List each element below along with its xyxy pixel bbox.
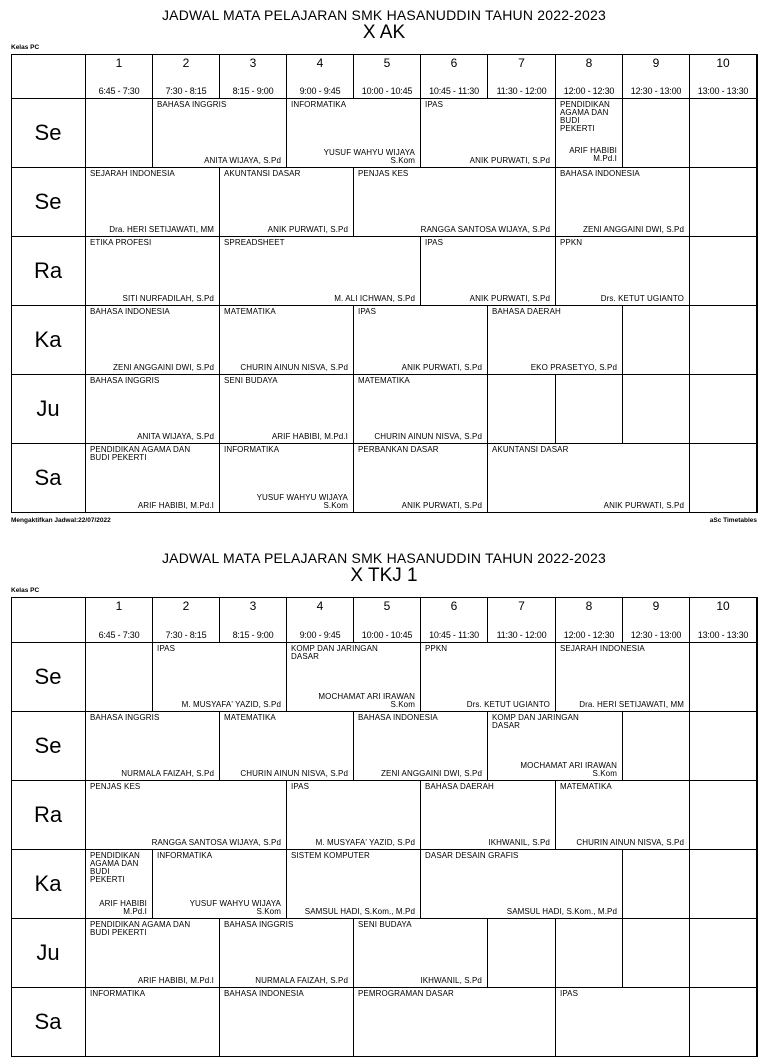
lesson-teacher: YUSUF WAHYU WIJAYA S.Kom <box>323 148 415 165</box>
lesson-subject: MATEMATIKA <box>224 713 276 722</box>
empty-slot <box>623 375 690 444</box>
period-time: 10:00 - 10:45 <box>361 86 413 96</box>
day-label: Ra <box>33 257 63 283</box>
lesson-cell <box>86 444 220 513</box>
day-label: Se <box>34 188 62 214</box>
lesson-teacher: EKO PRASETYO, S.Pd <box>530 363 617 372</box>
lesson-subject: INFORMATIKA <box>90 989 146 998</box>
day-label-cell <box>11 99 86 168</box>
lesson-teacher: ZENI ANGGAINI DWI, S.Pd <box>113 363 214 372</box>
lesson-teacher: ARIF HABIBI, M.Pd.I <box>137 501 214 510</box>
period-header <box>354 54 421 99</box>
room-label: Kelas PC <box>11 587 40 594</box>
empty-slot <box>690 988 757 1057</box>
empty-slot <box>623 850 690 919</box>
lesson-subject: PENDIDIKAN AGAMA DAN BUDI PEKERTI <box>90 920 191 937</box>
lesson-subject: BAHASA INDONESIA <box>560 169 640 178</box>
period-time: 13:00 - 13:30 <box>697 630 749 640</box>
period-time: 10:45 - 11:30 <box>429 630 479 640</box>
lesson-teacher: YUSUF WAHYU WIJAYA S.Kom <box>256 493 348 510</box>
lesson-cell <box>354 306 488 375</box>
period-header <box>488 54 556 99</box>
empty-slot <box>690 168 757 237</box>
period-number: 10 <box>716 599 730 613</box>
lesson-teacher: IKHWANIL, S.Pd <box>420 976 482 985</box>
period-header <box>623 54 690 99</box>
lesson-teacher: ARIF HABIBI M.Pd.I <box>569 146 617 163</box>
lesson-teacher: CHURIN AINUN NISVA, S.Pd <box>240 363 348 372</box>
lesson-teacher: SITI NURFADILAH, S.Pd <box>122 294 214 303</box>
lesson-subject: PENDIDIKAN AGAMA DAN BUDI PEKERTI <box>90 851 140 884</box>
lesson-subject: AKUNTANSI DASAR <box>224 169 301 178</box>
lesson-cell <box>354 919 488 988</box>
lesson-cell <box>354 444 488 513</box>
empty-slot <box>690 306 757 375</box>
day-label-cell <box>11 306 86 375</box>
header-corner <box>11 597 86 643</box>
lesson-cell <box>556 643 690 712</box>
lesson-teacher: CHURIN AINUN NISVA, S.Pd <box>374 432 482 441</box>
lesson-teacher: ANITA WIJAYA, S.Pd <box>204 156 281 165</box>
empty-slot <box>690 643 757 712</box>
empty-slot <box>86 643 153 712</box>
lesson-subject: SENI BUDAYA <box>358 920 412 929</box>
day-label: Ju <box>36 939 60 965</box>
period-time: 13:00 - 13:30 <box>697 86 749 96</box>
period-number: 4 <box>316 599 324 613</box>
lesson-subject: IPAS <box>560 989 579 998</box>
lesson-subject: SENI BUDAYA <box>224 376 278 385</box>
period-time: 6:45 - 7:30 <box>98 630 140 640</box>
day-label-cell <box>11 988 86 1057</box>
lesson-cell <box>86 237 220 306</box>
lesson-subject: BAHASA INDONESIA <box>358 713 438 722</box>
lesson-teacher: RANGGA SANTOSA WIJAYA, S.Pd <box>151 838 281 847</box>
day-label-cell <box>11 643 86 712</box>
lesson-cell <box>86 919 220 988</box>
period-number: 2 <box>182 599 190 613</box>
empty-slot <box>690 781 757 850</box>
period-header <box>421 54 488 99</box>
lesson-teacher: ARIF HABIBI, M.Pd.I <box>271 432 348 441</box>
lesson-subject: INFORMATIKA <box>224 445 280 454</box>
period-header <box>690 54 757 99</box>
period-header <box>421 597 488 643</box>
lesson-subject: IPAS <box>157 644 176 653</box>
lesson-subject: KOMP DAN JARINGAN DASAR <box>492 713 579 730</box>
day-label-cell <box>11 237 86 306</box>
lesson-cell <box>86 988 220 1057</box>
lesson-cell <box>86 375 220 444</box>
empty-slot <box>623 919 690 988</box>
lesson-teacher: ANIK PURWATI, S.Pd <box>401 363 482 372</box>
lesson-teacher: MOCHAMAT ARI IRAWAN S.Kom <box>520 761 617 778</box>
period-header <box>623 597 690 643</box>
period-time: 11:30 - 12:00 <box>496 86 547 96</box>
period-number: 3 <box>249 599 257 613</box>
day-label: Ka <box>34 326 62 352</box>
lesson-cell <box>287 781 421 850</box>
period-header <box>556 54 623 99</box>
empty-slot <box>690 919 757 988</box>
empty-slot <box>556 375 623 444</box>
lesson-subject: AKUNTANSI DASAR <box>492 445 569 454</box>
lesson-subject: BAHASA INGGRIS <box>90 376 160 385</box>
period-header <box>690 597 757 643</box>
lesson-cell <box>421 99 556 168</box>
lesson-cell <box>220 712 354 781</box>
lesson-cell <box>354 168 556 237</box>
period-header <box>86 597 153 643</box>
period-time: 10:45 - 11:30 <box>429 86 479 96</box>
lesson-subject: PEMROGRAMAN DASAR <box>358 989 454 998</box>
day-label-cell <box>11 444 86 513</box>
empty-slot <box>690 850 757 919</box>
day-label-cell <box>11 850 86 919</box>
lesson-subject: IPAS <box>291 782 310 791</box>
period-header <box>287 54 354 99</box>
lesson-teacher: RANGGA SANTOSA WIJAYA, S.Pd <box>420 225 550 234</box>
day-label: Ra <box>33 801 63 827</box>
lesson-cell <box>488 712 623 781</box>
period-time: 12:00 - 12:30 <box>563 86 615 96</box>
timetable-title: JADWAL MATA PELAJARAN SMK HASANUDDIN TAHUN 2022-2023 <box>161 550 606 566</box>
lesson-teacher: YUSUF WAHYU WIJAYA S.Kom <box>189 899 281 916</box>
period-time: 9:00 - 9:45 <box>299 86 341 96</box>
empty-slot <box>690 712 757 781</box>
lesson-teacher: Drs. KETUT UGIANTO <box>466 700 550 709</box>
day-label: Ju <box>36 395 60 421</box>
lesson-teacher: M. ALI ICHWAN, S.Pd <box>334 294 415 303</box>
period-number: 1 <box>115 56 123 70</box>
period-header <box>354 597 421 643</box>
day-label: Se <box>34 732 62 758</box>
lesson-teacher: ANIK PURWATI, S.Pd <box>469 156 550 165</box>
lesson-cell <box>86 712 220 781</box>
period-number: 6 <box>450 599 458 613</box>
lesson-subject: IPAS <box>358 307 377 316</box>
lesson-subject: PPKN <box>425 644 448 653</box>
empty-slot <box>690 375 757 444</box>
lesson-cell <box>220 237 421 306</box>
period-time: 7:30 - 8:15 <box>165 86 207 96</box>
period-header <box>86 54 153 99</box>
lesson-teacher: ANIK PURWATI, S.Pd <box>401 501 482 510</box>
lesson-cell <box>556 99 623 168</box>
lesson-subject: BAHASA INDONESIA <box>224 989 304 998</box>
lesson-cell <box>556 237 690 306</box>
lesson-subject: BAHASA INGGRIS <box>224 920 294 929</box>
lesson-cell <box>556 781 690 850</box>
room-label: Kelas PC <box>11 44 40 51</box>
period-time: 9:00 - 9:45 <box>299 630 341 640</box>
period-header <box>153 597 220 643</box>
period-header <box>220 597 287 643</box>
lesson-teacher: Dra. HERI SETIJAWATI, MM <box>109 225 214 234</box>
day-label-cell <box>11 168 86 237</box>
period-number: 9 <box>652 599 660 613</box>
lesson-subject: MATEMATIKA <box>224 307 276 316</box>
lesson-cell <box>86 781 287 850</box>
empty-slot <box>623 306 690 375</box>
period-number: 7 <box>518 56 525 70</box>
period-number: 5 <box>383 56 391 70</box>
period-header <box>153 54 220 99</box>
lesson-teacher: ARIF HABIBI M.Pd.I <box>99 899 147 916</box>
lesson-subject: MATEMATIKA <box>560 782 612 791</box>
day-label: Se <box>34 119 62 145</box>
period-number: 4 <box>316 56 324 70</box>
lesson-cell <box>421 850 623 919</box>
lesson-cell <box>488 444 690 513</box>
lesson-cell <box>153 99 287 168</box>
day-label: Sa <box>34 464 62 490</box>
footer-generated-date: Mengaktifkan Jadwal:22/07/2022 <box>11 517 111 524</box>
period-time: 12:30 - 13:00 <box>630 630 682 640</box>
lesson-subject: SEJARAH INDONESIA <box>560 644 645 653</box>
day-label: Sa <box>34 1008 62 1034</box>
lesson-cell <box>220 919 354 988</box>
empty-slot <box>488 919 556 988</box>
lesson-teacher: NURMALA FAIZAH, S.Pd <box>255 976 348 985</box>
lesson-cell <box>287 99 421 168</box>
lesson-subject: BAHASA INGGRIS <box>90 713 160 722</box>
lesson-subject: PENDIDIKAN AGAMA DAN BUDI PEKERTI <box>560 100 610 133</box>
lesson-teacher: ANIK PURWATI, S.Pd <box>603 501 684 510</box>
period-time: 6:45 - 7:30 <box>98 86 140 96</box>
lesson-teacher: SAMSUL HADI, S.Kom., M.Pd <box>304 907 415 916</box>
lesson-subject: KOMP DAN JARINGAN DASAR <box>291 644 378 661</box>
timetable-title: JADWAL MATA PELAJARAN SMK HASANUDDIN TAHUN 2022-2023 <box>161 7 606 23</box>
lesson-subject: BAHASA INDONESIA <box>90 307 170 316</box>
lesson-teacher: MOCHAMAT ARI IRAWAN S.Kom <box>318 692 415 709</box>
period-number: 1 <box>115 599 123 613</box>
lesson-subject: IPAS <box>425 238 444 247</box>
lesson-teacher: ANIK PURWATI, S.Pd <box>267 225 348 234</box>
lesson-subject: ETIKA PROFESI <box>90 238 152 247</box>
lesson-cell <box>153 643 287 712</box>
period-number: 8 <box>585 599 593 613</box>
empty-slot <box>86 99 153 168</box>
lesson-subject: MATEMATIKA <box>358 376 410 385</box>
lesson-subject: BAHASA DAERAH <box>492 307 561 316</box>
day-label: Se <box>34 663 62 689</box>
lesson-teacher: SAMSUL HADI, S.Kom., M.Pd <box>506 907 617 916</box>
lesson-subject: PENDIDIKAN AGAMA DAN BUDI PEKERTI <box>90 445 191 462</box>
day-label-cell <box>11 375 86 444</box>
period-header <box>556 597 623 643</box>
lesson-subject: PENJAS KES <box>358 169 409 178</box>
period-number: 10 <box>716 56 730 70</box>
period-time: 10:00 - 10:45 <box>361 630 413 640</box>
lesson-teacher: CHURIN AINUN NISVA, S.Pd <box>576 838 684 847</box>
lesson-teacher: Drs. KETUT UGIANTO <box>600 294 684 303</box>
period-time: 8:15 - 9:00 <box>232 86 274 96</box>
lesson-cell <box>287 850 421 919</box>
day-label-cell <box>11 712 86 781</box>
day-label-cell <box>11 781 86 850</box>
empty-slot <box>623 712 690 781</box>
lesson-subject: SPREADSHEET <box>224 238 285 247</box>
lesson-cell <box>556 168 690 237</box>
period-time: 11:30 - 12:00 <box>496 630 547 640</box>
class-name: X TKJ 1 <box>350 565 418 586</box>
lesson-teacher: IKHWANIL, S.Pd <box>488 838 550 847</box>
period-time: 8:15 - 9:00 <box>232 630 274 640</box>
period-time: 12:00 - 12:30 <box>563 630 615 640</box>
lesson-cell <box>86 168 220 237</box>
lesson-cell <box>354 375 488 444</box>
lesson-cell <box>488 306 623 375</box>
lesson-cell <box>220 444 354 513</box>
lesson-subject: SEJARAH INDONESIA <box>90 169 175 178</box>
period-number: 6 <box>450 56 458 70</box>
lesson-teacher: ANITA WIJAYA, S.Pd <box>137 432 214 441</box>
lesson-cell <box>354 712 488 781</box>
lesson-teacher: ARIF HABIBI, M.Pd.I <box>137 976 214 985</box>
empty-slot <box>488 375 556 444</box>
empty-slot <box>556 919 623 988</box>
period-number: 2 <box>182 56 190 70</box>
lesson-subject: PENJAS KES <box>90 782 141 791</box>
period-header <box>488 597 556 643</box>
period-number: 5 <box>383 599 391 613</box>
timetable-x-tkj-1 <box>0 543 768 1034</box>
empty-slot <box>690 237 757 306</box>
period-number: 7 <box>518 599 525 613</box>
lesson-cell <box>556 988 690 1057</box>
period-number: 3 <box>249 56 257 70</box>
lesson-cell <box>220 375 354 444</box>
lesson-teacher: ZENI ANGGAINI DWI, S.Pd <box>583 225 684 234</box>
lesson-teacher: NURMALA FAIZAH, S.Pd <box>121 769 214 778</box>
lesson-cell <box>220 306 354 375</box>
period-header <box>220 54 287 99</box>
lesson-teacher: CHURIN AINUN NISVA, S.Pd <box>240 769 348 778</box>
lesson-cell <box>421 237 556 306</box>
lesson-cell <box>287 643 421 712</box>
period-time: 12:30 - 13:00 <box>630 86 682 96</box>
header-corner <box>11 54 86 99</box>
lesson-cell <box>421 643 556 712</box>
lesson-teacher: ZENI ANGGAINI DWI, S.Pd <box>381 769 482 778</box>
lesson-cell <box>86 306 220 375</box>
lesson-teacher: Dra. HERI SETIJAWATI, MM <box>579 700 684 709</box>
period-number: 8 <box>585 56 593 70</box>
empty-slot <box>690 444 757 513</box>
lesson-cell <box>354 988 556 1057</box>
period-time: 7:30 - 8:15 <box>165 630 207 640</box>
lesson-cell <box>153 850 287 919</box>
empty-slot <box>623 99 690 168</box>
class-name: X AK <box>362 22 406 43</box>
empty-slot <box>690 99 757 168</box>
lesson-subject: DASAR DESAIN GRAFIS <box>425 851 519 860</box>
lesson-subject: BAHASA INGGRIS <box>157 100 227 109</box>
lesson-subject: INFORMATIKA <box>291 100 347 109</box>
period-header <box>287 597 354 643</box>
lesson-cell <box>220 168 354 237</box>
lesson-subject: INFORMATIKA <box>157 851 213 860</box>
lesson-cell <box>220 988 354 1057</box>
footer-software: aSc Timetables <box>709 517 757 524</box>
lesson-subject: PPKN <box>560 238 583 247</box>
lesson-cell <box>421 781 556 850</box>
lesson-teacher: M. MUSYAFA' YAZID, S.Pd <box>315 838 415 847</box>
lesson-teacher: M. MUSYAFA' YAZID, S.Pd <box>181 700 281 709</box>
lesson-subject: IPAS <box>425 100 444 109</box>
lesson-cell <box>86 850 153 919</box>
lesson-subject: BAHASA DAERAH <box>425 782 494 791</box>
lesson-subject: PERBANKAN DASAR <box>358 445 439 454</box>
day-label: Ka <box>34 870 62 896</box>
lesson-teacher: ANIK PURWATI, S.Pd <box>469 294 550 303</box>
day-label-cell <box>11 919 86 988</box>
period-number: 9 <box>652 56 660 70</box>
lesson-subject: SISTEM KOMPUTER <box>291 851 370 860</box>
